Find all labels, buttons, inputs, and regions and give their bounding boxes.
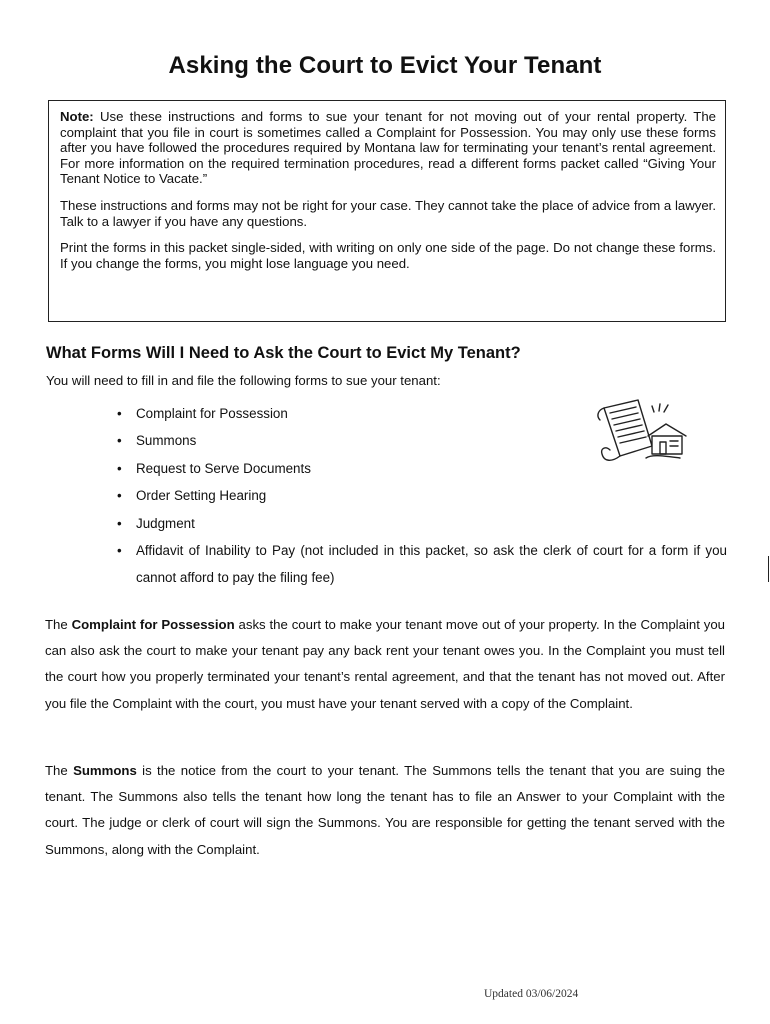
form-name: Judgment [136,515,195,531]
bullet: • [117,433,122,449]
list-item [117,482,727,509]
print-instructions-paragraph: Print the forms in this packet single-sided, with writing on only one side of the page. Do not change these forms. If you change the forms, you might lose language you need. [60,240,716,271]
complaint-paragraph [45,612,725,717]
document-and-house-icon [590,396,695,474]
complaint-prefix: The [45,617,72,632]
note-box [48,100,726,322]
bullet: • [117,406,122,421]
form-name: Summons [136,433,197,449]
form-name: Order Setting Hearing [136,488,267,504]
updated-date: Updated 03/06/2024 [484,988,579,1000]
bullet: • [117,460,122,476]
form-name: Affidavit of Inability to Pay (not included in this packet, so ask the clerk of court for a form if you cannot afford to pay the filing fee) [136,543,727,586]
complaint-text: asks the court to make your tenant move out of your property. In the Complaint you can also ask the court to make your tenant pay any back rent your tenant owes you. In the Complaint you must tell the court how you properly terminated your tenant’s rental agreement, and that the tenant has not moved out. After you file the Complaint with the court, you must have your tenant served with a copy of the Complaint. [45,617,725,711]
form-name: Request to Serve Documents [136,460,311,476]
section-intro: You will need to fill in and file the following forms to sue your tenant: [46,373,441,388]
note-text: Use these instructions and forms to sue your tenant for not moving out of your rental property. The complaint that you file in court is sometimes called a Complaint for Possession. You may only use these forms after you have followed the procedures required by Montana law for terminating your tenant’s rental agreement. For more information on the required termination procedures, read a different forms packet called “Giving Your Tenant Notice to Vacate.” [60,109,716,187]
bullet: • [117,543,122,559]
summons-prefix: The [45,763,74,778]
section-heading: What Forms Will I Need to Ask the Court to Evict My Tenant? [46,344,521,362]
note-label: Note: [60,109,94,124]
list-item [117,537,727,591]
complaint-term: Complaint for Possession [71,617,235,632]
note-paragraph [60,109,716,187]
summons-paragraph [45,758,725,863]
summons-text: is the notice from the court to your tenant. The Summons tells the tenant that you are suing the tenant. The Summons also tells the tenant how long the tenant has to file an Answer to your Complaint with the court. The judge or clerk of court will sign the Summons. You are responsible for getting the tenant served with the Summons, along with the Complaint. [45,763,725,857]
list-item [117,510,727,537]
page-title: Asking the Court to Evict Your Tenant [168,52,602,79]
disclaimer-paragraph: These instructions and forms may not be right for your case. They cannot take the place of advice from a lawyer. Talk to a lawyer if you have any questions. [60,197,716,229]
margin-mark [768,556,769,582]
form-name: Complaint for Possession [136,406,288,421]
bullet: • [117,515,122,531]
summons-term: Summons [73,763,137,778]
bullet: • [117,488,122,504]
